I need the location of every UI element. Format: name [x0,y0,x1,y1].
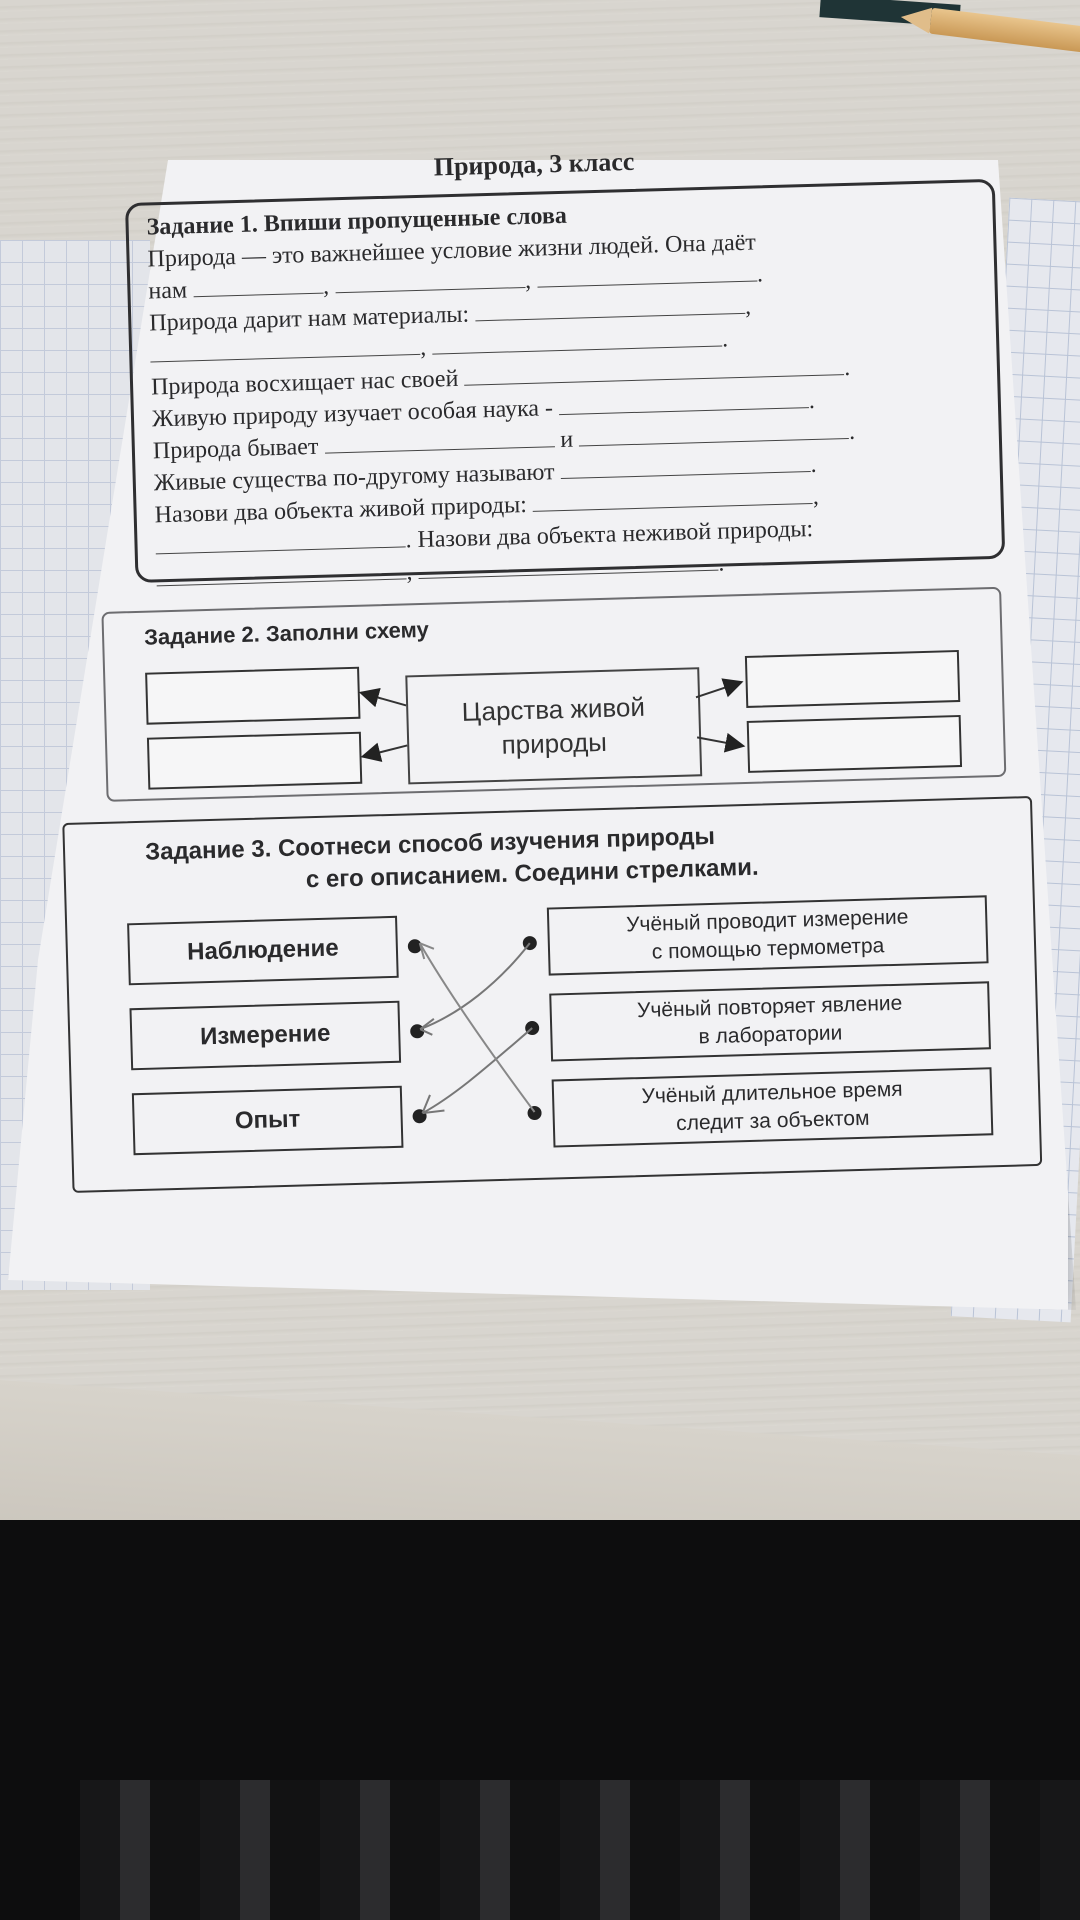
task1-line: Природа восхищает нас своей . [150,354,851,401]
task1-box [125,179,1005,586]
description-line: Учёный повторяет явление [636,991,903,1023]
task1-line: Природа бывает и . [152,418,856,465]
task2-box [101,587,1006,802]
task1-heading: Задание 1. Впиши пропущенные слова [146,202,568,241]
description-line: следит за объектом [675,1106,870,1136]
arrow-line [362,745,407,756]
task3-heading-line2: с его описанием. Соедини стрелками. [305,853,759,894]
task1-line: Назови два объекта живой природы: , [154,483,820,529]
arrow-line [697,736,743,747]
pencil-arrow [420,1028,534,1113]
arrow-line [361,691,406,706]
task1-line: Природа — это важнейшее условие жизни людей. Она даёт [147,229,757,273]
dark-fabric [80,1780,1080,1920]
pencil-arrow [420,940,535,1115]
description-line: в лаборатории [698,1021,843,1049]
method-box[interactable]: Опыт [132,1086,404,1156]
worksheet-title: Природа, 3 класс [433,146,635,182]
task1-line: . Назови два объекта неживой природы: [155,508,984,563]
task1-line: нам , , . [148,261,764,305]
arrow-line [696,682,742,697]
worksheet [14,136,1046,1333]
task3-box [62,796,1042,1193]
scheme-center-line2: природы [501,726,608,760]
method-box[interactable]: Наблюдение [127,916,399,986]
task1-line: Природа дарит нам материалы: , [148,293,752,337]
description-line: с помощью термометра [651,934,885,964]
task1-line: , . [156,540,985,595]
method-box[interactable]: Измерение [129,1001,401,1071]
description-line: Учёный длительное время [641,1077,903,1109]
task3-heading-line1: Задание 3. Соотнеси способ изучения природы [144,822,716,866]
task1-line: Живые существа по-другому называют . [153,451,817,497]
description-line: Учёный проводит измерение [625,905,909,937]
pencil-arrow [418,943,532,1029]
task1-line: , . [150,316,979,371]
scheme-center-line1: Царства живой [461,691,646,727]
task2-heading: Задание 2. Заполни схему [143,616,430,650]
task1-line: Живую природу изучает особая наука - . [151,387,816,433]
scheme-arrows [103,589,1008,804]
pencil-drawn-arrows [64,798,1044,1195]
